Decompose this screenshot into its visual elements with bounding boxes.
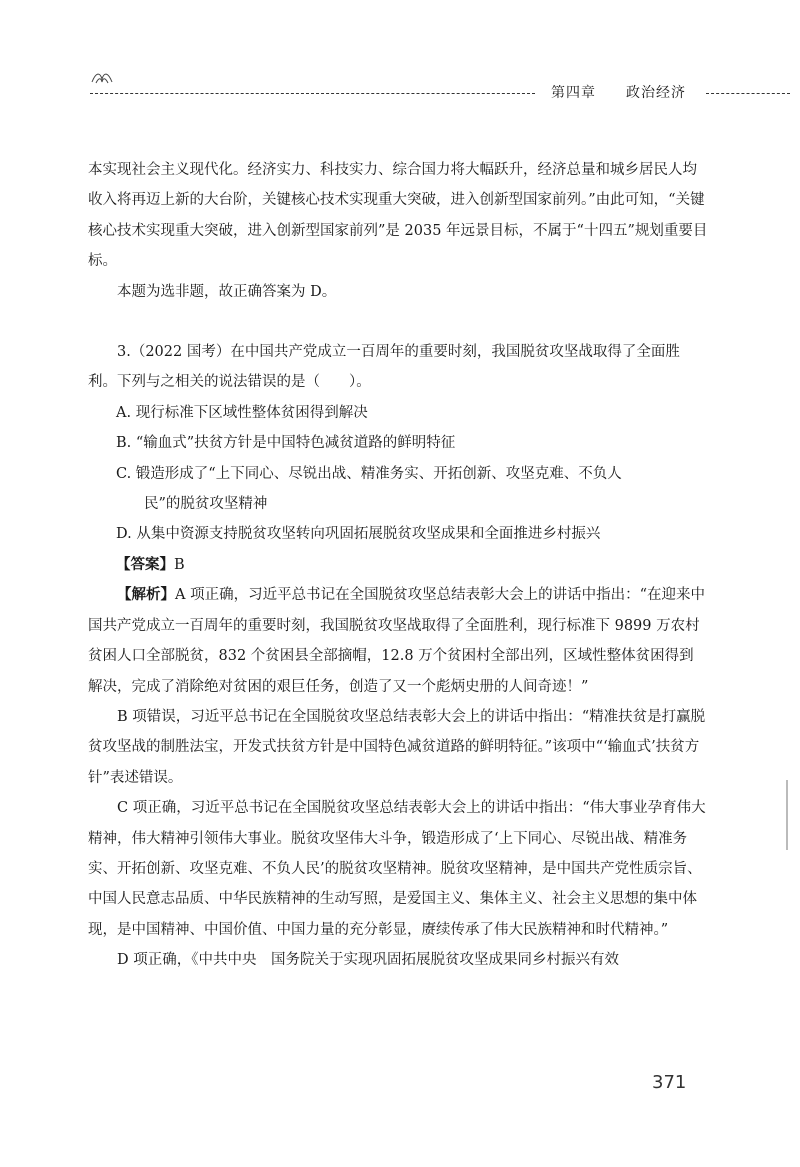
analysis-d: D 项正确，《中共中央 国务院关于实现巩固拓展脱贫攻坚成果同乡村振兴有效 bbox=[117, 952, 619, 969]
chapter-label: 第四章 bbox=[551, 85, 596, 101]
option-d: D. 从集中资源支持脱贫攻坚转向巩固拓展脱贫攻坚成果和全面推进乡村振兴 bbox=[116, 526, 601, 543]
question-stem: 3.（2022 国考）在中国共产党成立一百周年的重要时刻，我国脱贫攻坚战取得了全面胜利。下列与之相关的说法错误的是（ ）。 bbox=[88, 344, 680, 391]
page-number: 371 bbox=[652, 1072, 687, 1093]
analysis-b: B 项错误，习近平总书记在全国脱贫攻坚总结表彰大会上的讲话中指出：“精准扶贫是打赢脱贫攻坚战的制胜法宝，开发式扶贫方针是中国特色减贫道路的鲜明特征。”该项中“‘输血式’扶贫方针”表述错误。 bbox=[88, 708, 706, 786]
analysis-a-text: A 项正确，习近平总书记在全国脱贫攻坚总结表彰大会上的讲话中指出：“在迎来中国共产党成立一百周年的重要时刻，我国脱贫攻坚战取得了全面胜利，现行标准下 9899 万农村贫困人口全部脱贫，832 个贫困县全部摘帽，12.8 万个贫困村全部出列，区域性整体贫困得到解决，完成了消除绝对贫困的艰巨任务，创造了又一个彪炳史册的人间奇迹！” bbox=[88, 587, 705, 695]
running-header bbox=[0, 70, 800, 110]
option-c-continued: 民”的脱贫攻坚精神 bbox=[144, 496, 268, 513]
option-c: C. 锻造形成了“上下同心、尽锐出战、精准务实、开拓创新、攻坚克难、不负人 bbox=[116, 465, 622, 482]
answer-tag: 【答案】 bbox=[116, 555, 174, 573]
paragraph-continuation: 本实现社会主义现代化。经济实力、科技实力、综合国力将大幅跃升，经济总量和城乡居民人均收入将再迈上新的大台阶，关键核心技术实现重大突破，进入创新型国家前列。”由此可知，“关键核心技术实现重大突破，进入创新型国家前列”是 2035 年远景目标，不属于“十四五”规划重要目标。 bbox=[88, 162, 708, 270]
section-label: 政治经济 bbox=[626, 85, 686, 101]
option-b: B. “输血式”扶贫方针是中国特色减贫道路的鲜明特征 bbox=[116, 435, 456, 452]
header-rule-left bbox=[90, 93, 535, 94]
page-body bbox=[88, 155, 708, 976]
header-rule-right bbox=[706, 93, 790, 94]
answer-value: B bbox=[174, 556, 185, 573]
option-a: A. 现行标准下区域性整体贫困得到解决 bbox=[116, 404, 368, 421]
scan-edge-mark bbox=[786, 780, 788, 850]
analysis-a bbox=[88, 580, 708, 702]
header-ornament-icon bbox=[90, 70, 114, 88]
paragraph-conclusion: 本题为选非题，故正确答案为 D。 bbox=[117, 283, 337, 300]
analysis-c: C 项正确，习近平总书记在全国脱贫攻坚总结表彰大会上的讲话中指出：“伟大事业孕育伟大精神，伟大精神引领伟大事业。脱贫攻坚伟大斗争，锻造形成了‘上下同心、尽锐出战、精准务实、开拓创新、攻坚克难、不负人民’的脱贫攻坚精神。脱贫攻坚精神，是中国共产党性质宗旨、中国人民意志品质、中华民族精神的生动写照，是爱国主义、集体主义、社会主义思想的集中体现，是中国精神、中国价值、中国力量的充分彰显，赓续传承了伟大民族精神和时代精神。” bbox=[88, 800, 706, 938]
answer-line bbox=[88, 550, 708, 580]
analysis-tag: 【解析】 bbox=[117, 586, 175, 604]
